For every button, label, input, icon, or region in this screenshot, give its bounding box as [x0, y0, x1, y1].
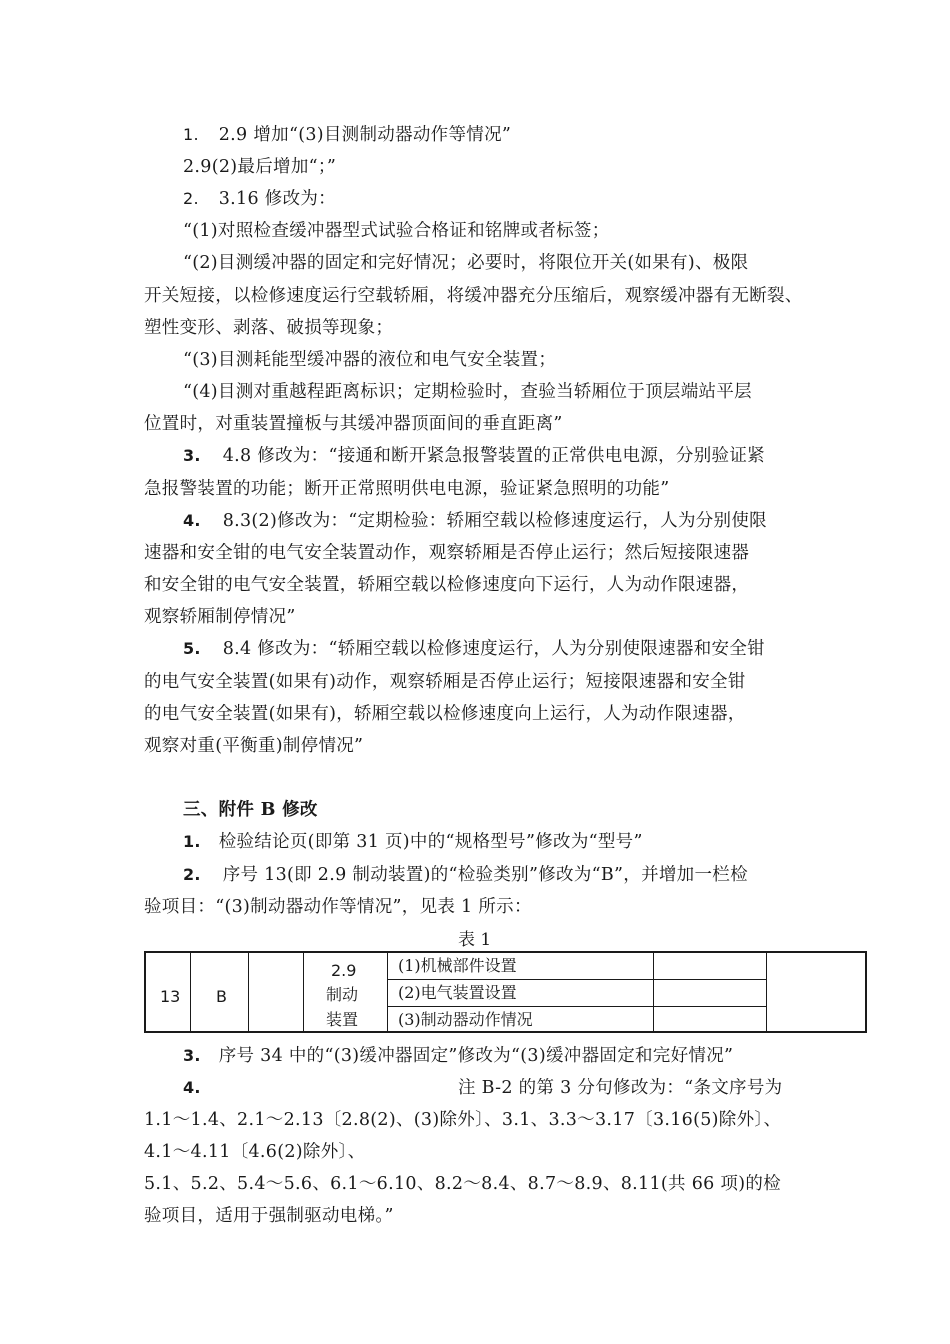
- text-line: 急报警装置的功能；断开正常照明供电电源，验证紧急照明的功能”: [144, 479, 670, 499]
- item-text: 8.4 修改为：“轿厢空载以检修速度运行，人为分别使限速器和安全钳: [222, 639, 765, 659]
- item-2-line: [183, 863, 748, 887]
- table-cell-item: 装置: [326, 1010, 359, 1029]
- text-line: 的电气安全装置(如果有)，轿厢空载以检修速度向上运行，人为动作限速器，: [144, 704, 746, 724]
- table-row-divider: [387, 1006, 766, 1007]
- text-line: 和安全钳的电气安全装置，轿厢空载以检修速度向下运行，人为动作限速器，: [144, 575, 750, 595]
- text-line: 观察对重(平衡重)制停情况”: [144, 736, 364, 756]
- item-text: 4.8 修改为：“接通和断开紧急报警装置的正常供电电源，分别验证紧: [222, 446, 765, 466]
- item-2-line: [183, 187, 336, 211]
- table-cell-item: 2.9: [331, 961, 357, 980]
- item-text: 序号 13(即 2.9 制动装置)的“检验类别”修改为“B”，并增加一栏检: [222, 865, 748, 885]
- item-text: 8.3(2)修改为：“定期检验：轿厢空载以检修速度运行，人为分别使限: [222, 511, 767, 531]
- item-text: 3.16 修改为：: [218, 189, 336, 209]
- item-number: 1.: [183, 125, 199, 144]
- text-line: 1.1～1.4、2.1～2.13〔2.8(2)、(3)除外〕、3.1、3.3～3.17〔3.16(5)除外〕、: [144, 1110, 782, 1130]
- table-divider: [653, 953, 654, 1031]
- item-number: 4.: [183, 1078, 201, 1097]
- item-number: 3.: [183, 1046, 201, 1065]
- section-heading: 三、附件 B 修改: [183, 800, 318, 820]
- table-cell-subitem: (1)机械部件设置: [398, 956, 517, 975]
- text-line: “(3)目测耗能型缓冲器的液位和电气安全装置；: [183, 350, 557, 370]
- item-4-line: [183, 509, 767, 533]
- text-line: “(1)对照检查缓冲器型式试验合格证和铭牌或者标签；: [183, 221, 610, 241]
- table-divider: [303, 953, 304, 1031]
- text-line: 速器和安全钳的电气安全装置动作，观察轿厢是否停止运行；然后短接限速器: [144, 543, 750, 563]
- text-line: 验项目，适用于强制驱动电梯。”: [144, 1206, 394, 1226]
- item-number: 5.: [183, 639, 201, 658]
- table-cell-category: B: [216, 987, 227, 1006]
- table-1: [144, 951, 867, 1033]
- item-number: 1.: [183, 832, 201, 851]
- text-line: 的电气安全装置(如果有)动作，观察轿厢是否停止运行；短接限速器和安全钳: [144, 672, 746, 692]
- item-number: 2.: [183, 189, 199, 208]
- table-divider: [766, 953, 767, 1031]
- text-line: 5.1、5.2、5.4～5.6、6.1～6.10、8.2～8.4、8.7～8.9、8.11(共 66 项)的检: [144, 1174, 781, 1194]
- text-line: 开关短接，以检修速度运行空载轿厢，将缓冲器充分压缩后，观察缓冲器有无断裂、: [144, 286, 803, 306]
- item-number: 4.: [183, 511, 201, 530]
- text-line: “(2)目测缓冲器的固定和完好情况；必要时，将限位开关(如果有)、极限: [183, 253, 749, 273]
- item-text: 2.9 增加“(3)目测制动器动作等情况”: [218, 125, 512, 145]
- table-divider: [190, 953, 191, 1031]
- item-3-line: [183, 444, 765, 468]
- table-cell-item: 制动: [326, 985, 359, 1004]
- table-caption: 表 1: [458, 930, 492, 950]
- table-cell-seq: 13: [160, 987, 181, 1006]
- item-text: 检验结论页(即第 31 页)中的“规格型号”修改为“型号”: [218, 832, 643, 852]
- text-line: 观察轿厢制停情况”: [144, 607, 296, 627]
- item-5-line: [183, 637, 765, 661]
- text-line: 4.1～4.11〔4.6(2)除外〕、: [144, 1142, 366, 1162]
- text-line: 注 B-2 的第 3 分句修改为：“条文序号为: [458, 1078, 783, 1098]
- text-line: 位置时，对重装置撞板与其缓冲器顶面间的垂直距离”: [144, 414, 563, 434]
- item-3-line: [183, 1044, 733, 1068]
- item-number: 2.: [183, 865, 201, 884]
- text-line: 塑性变形、剥落、破损等现象；: [144, 318, 394, 338]
- item-number: 3.: [183, 446, 201, 465]
- table-cell-subitem: (3)制动器动作情况: [398, 1010, 533, 1029]
- item-1-line: [183, 830, 643, 854]
- item-1-line: [183, 123, 511, 147]
- text-line: 验项目：“(3)制动器动作等情况”，见表 1 所示：: [144, 897, 532, 917]
- table-cell-subitem: (2)电气装置设置: [398, 983, 517, 1002]
- table-row-divider: [387, 979, 766, 980]
- table-divider: [248, 953, 249, 1031]
- table-divider: [387, 953, 388, 1031]
- text-line: “(4)目测对重越程距离标识；定期检验时，查验当轿厢位于顶层端站平层: [183, 382, 752, 402]
- item-text: 序号 34 中的“(3)缓冲器固定”修改为“(3)缓冲器固定和完好情况”: [218, 1046, 734, 1066]
- text-line: 2.9(2)最后增加“；”: [183, 157, 337, 177]
